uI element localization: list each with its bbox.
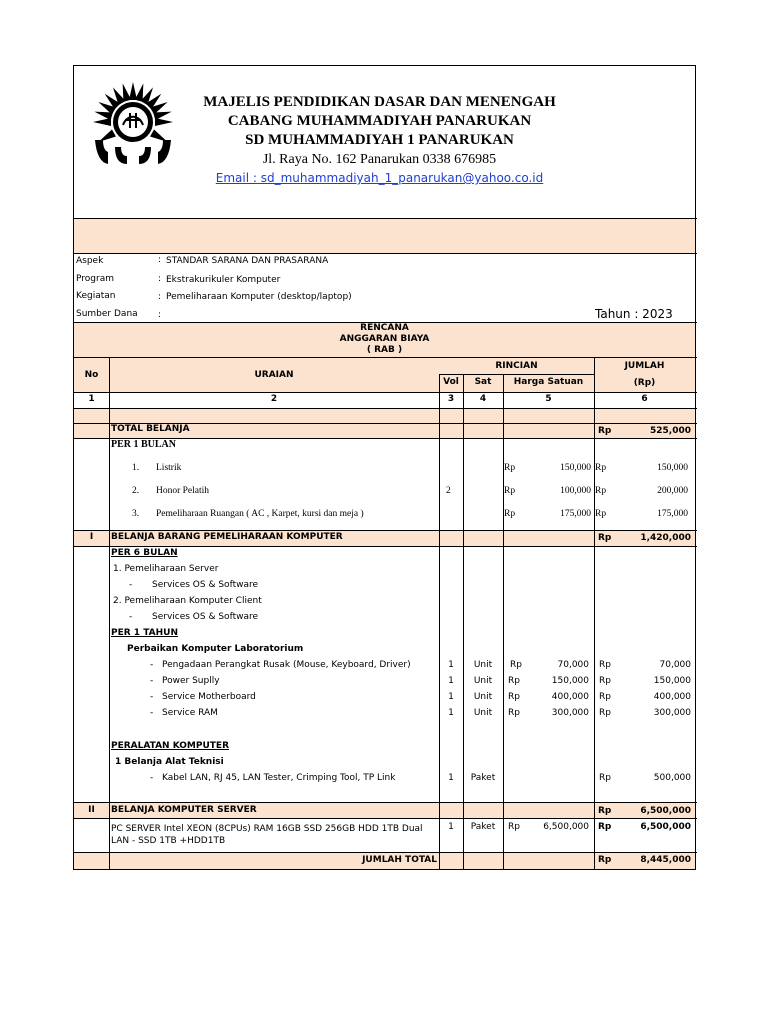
item-sat: Paket xyxy=(470,773,496,783)
title-line1: RENCANA xyxy=(360,323,409,333)
currency: Rp xyxy=(599,676,611,686)
item-number: 1. xyxy=(132,463,140,473)
col-rincian: RINCIAN xyxy=(495,361,538,371)
col-number-4: 4 xyxy=(479,394,487,404)
total-belanja-label: TOTAL BELANJA xyxy=(111,424,190,434)
dash: - xyxy=(150,773,154,783)
total-belanja-value: 525,000 xyxy=(650,426,691,436)
honor-vol: 2 xyxy=(446,486,451,496)
dash: - xyxy=(129,612,133,622)
header-line3: SD MUHAMMADIYAH 1 PANARUKAN xyxy=(245,132,514,148)
jumlah-total-label: JUMLAH TOTAL xyxy=(362,855,437,865)
currency: Rp xyxy=(598,822,612,832)
dash: - xyxy=(150,692,154,702)
col-no: No xyxy=(84,370,99,380)
section-1-label: BELANJA BARANG PEMELIHARAAN KOMPUTER xyxy=(111,532,343,542)
item-jumlah: 70,000 xyxy=(659,660,691,670)
col-number-2: 2 xyxy=(270,394,278,404)
ruangan-harga: 175,000 xyxy=(560,509,591,519)
item-power-supply: Power Suplly xyxy=(162,676,220,686)
col-harga: Harga Satuan xyxy=(513,377,584,387)
currency: Rp xyxy=(504,463,516,473)
spacer-row xyxy=(74,409,695,423)
col-number-6: 6 xyxy=(641,394,648,404)
currency: Rp xyxy=(598,533,612,543)
col-number-3: 3 xyxy=(447,394,455,404)
currency: Rp xyxy=(508,822,520,832)
item-sat: Unit xyxy=(473,692,493,702)
per-6-bulan-heading: PER 6 BULAN xyxy=(111,548,178,558)
item-vol: 1 xyxy=(448,708,454,718)
currency: Rp xyxy=(598,806,612,816)
tahun: Tahun : 2023 xyxy=(595,307,673,321)
item-vol: 1 xyxy=(448,773,454,783)
col-number-5: 5 xyxy=(545,394,552,404)
header-line1: MAJELIS PENDIDIKAN DASAR DAN MENENGAH xyxy=(203,94,556,110)
currency: Rp xyxy=(595,509,607,519)
currency: Rp xyxy=(510,660,522,670)
colon: : xyxy=(158,310,162,320)
item-sat: Unit xyxy=(473,676,493,686)
ruangan-jumlah: 175,000 xyxy=(657,509,688,519)
rab-document xyxy=(73,65,696,870)
section-1-no: I xyxy=(89,532,94,542)
colon: : xyxy=(158,255,162,265)
services-os-server: Services OS & Software xyxy=(152,580,259,590)
sumber-dana-label: Sumber Dana xyxy=(76,309,138,319)
item-jumlah: 300,000 xyxy=(653,708,691,718)
currency: Rp xyxy=(599,708,611,718)
currency: Rp xyxy=(595,463,607,473)
honor-pelatih-label: Honor Pelatih xyxy=(156,486,210,496)
item-harga: 150,000 xyxy=(551,676,589,686)
col-number-1: 1 xyxy=(88,394,95,404)
honor-jumlah: 200,000 xyxy=(657,486,688,496)
program-label: Program xyxy=(76,274,114,284)
rab-title xyxy=(74,323,695,356)
services-os-client: Services OS & Software xyxy=(152,612,259,622)
header-band xyxy=(74,219,695,253)
server-item-line1: PC SERVER Intel XEON (8CPUs) RAM 16GB SSD 256GB HDD 1TB Dual xyxy=(111,824,423,834)
item-ram: Service RAM xyxy=(162,708,218,718)
title-line3: ( RAB ) xyxy=(366,345,403,355)
dash: - xyxy=(150,708,154,718)
col-uraian: URAIAN xyxy=(254,370,294,380)
currency: Rp xyxy=(599,660,611,670)
per-1-tahun-heading: PER 1 TAHUN xyxy=(111,628,178,638)
currency: Rp xyxy=(598,426,612,436)
perbaikan-heading: Perbaikan Komputer Laboratorium xyxy=(127,644,304,654)
colon: : xyxy=(158,292,162,302)
honor-harga: 100,000 xyxy=(560,486,591,496)
per-1-bulan-heading: PER 1 BULAN xyxy=(111,439,177,450)
item-motherboard: Service Motherboard xyxy=(162,692,256,702)
listrik-harga: 150,000 xyxy=(560,463,591,473)
aspek-value: STANDAR SARANA DAN PRASARANA xyxy=(166,256,329,266)
item-sat: Unit xyxy=(473,708,493,718)
currency: Rp xyxy=(508,708,520,718)
col-jumlah: JUMLAH xyxy=(624,361,665,371)
header-line2: CABANG MUHAMMADIYAH PANARUKAN xyxy=(227,113,532,129)
currency: Rp xyxy=(599,692,611,702)
item-number: 2. xyxy=(132,486,140,496)
jumlah-total-value: 8,445,000 xyxy=(640,855,691,865)
item-kabel-lan: Kabel LAN, RJ 45, LAN Tester, Crimping Tool, TP Link xyxy=(162,773,396,783)
dash: - xyxy=(150,660,154,670)
program-value: Ekstrakurikuler Komputer xyxy=(166,275,281,285)
item-vol: 1 xyxy=(448,676,454,686)
item-sat: Unit xyxy=(473,660,493,670)
currency: Rp xyxy=(508,676,520,686)
kegiatan-value: Pemeliharaan Komputer (desktop/laptop) xyxy=(166,292,352,302)
currency: Rp xyxy=(504,509,516,519)
item-harga: 300,000 xyxy=(551,708,589,718)
kegiatan-label: Kegiatan xyxy=(76,291,116,301)
section-2-no: II xyxy=(88,805,95,815)
item-pengadaan: Pengadaan Perangkat Rusak (Mouse, Keyboard, Driver) xyxy=(162,660,411,670)
pemeliharaan-server: 1. Pemeliharaan Server xyxy=(113,564,219,574)
title-line2: ANGGARAN BIAYA xyxy=(339,334,430,344)
item-jumlah: 500,000 xyxy=(653,773,691,783)
item-harga: 400,000 xyxy=(551,692,589,702)
dash: - xyxy=(150,676,154,686)
listrik-jumlah: 150,000 xyxy=(657,463,688,473)
pemeliharaan-client: 2. Pemeliharaan Komputer Client xyxy=(113,596,262,606)
currency: Rp xyxy=(598,855,612,865)
alat-teknisi-heading: 1 Belanja Alat Teknisi xyxy=(115,757,224,767)
item-jumlah: 150,000 xyxy=(653,676,691,686)
section-2-label: BELANJA KOMPUTER SERVER xyxy=(111,805,257,815)
item-number: 3. xyxy=(132,509,140,519)
aspek-label: Aspek xyxy=(76,256,104,266)
server-sat: Paket xyxy=(470,822,496,832)
school-email-link[interactable]: Email : sd_muhammadiyah_1_panarukan@yahoo.co.id xyxy=(215,171,544,185)
col-jumlah-unit: (Rp) xyxy=(633,378,656,388)
section-2-value: 6,500,000 xyxy=(640,806,691,816)
currency: Rp xyxy=(595,486,607,496)
item-vol: 1 xyxy=(448,692,454,702)
server-jumlah: 6,500,000 xyxy=(640,822,691,832)
listrik-label: Listrik xyxy=(156,463,182,473)
school-address: Jl. Raya No. 162 Panarukan 0338 676985 xyxy=(262,152,497,167)
col-sat: Sat xyxy=(474,377,492,387)
colon: : xyxy=(158,274,162,284)
item-jumlah: 400,000 xyxy=(653,692,691,702)
currency: Rp xyxy=(508,692,520,702)
server-item-line2: LAN - SSD 1TB +HDD1TB xyxy=(111,836,226,846)
currency: Rp xyxy=(599,773,611,783)
item-vol: 1 xyxy=(448,660,454,670)
server-harga: 6,500,000 xyxy=(543,822,589,832)
server-vol: 1 xyxy=(448,822,454,832)
item-harga: 70,000 xyxy=(557,660,589,670)
currency: Rp xyxy=(504,486,516,496)
col-vol: Vol xyxy=(443,377,459,387)
pemeliharaan-ruangan-label: Pemeliharaan Ruangan ( AC , Karpet, kursi dan meja ) xyxy=(156,509,364,519)
dash: - xyxy=(129,580,133,590)
peralatan-heading: PERALATAN KOMPUTER xyxy=(111,741,230,751)
section-1-value: 1,420,000 xyxy=(640,533,691,543)
